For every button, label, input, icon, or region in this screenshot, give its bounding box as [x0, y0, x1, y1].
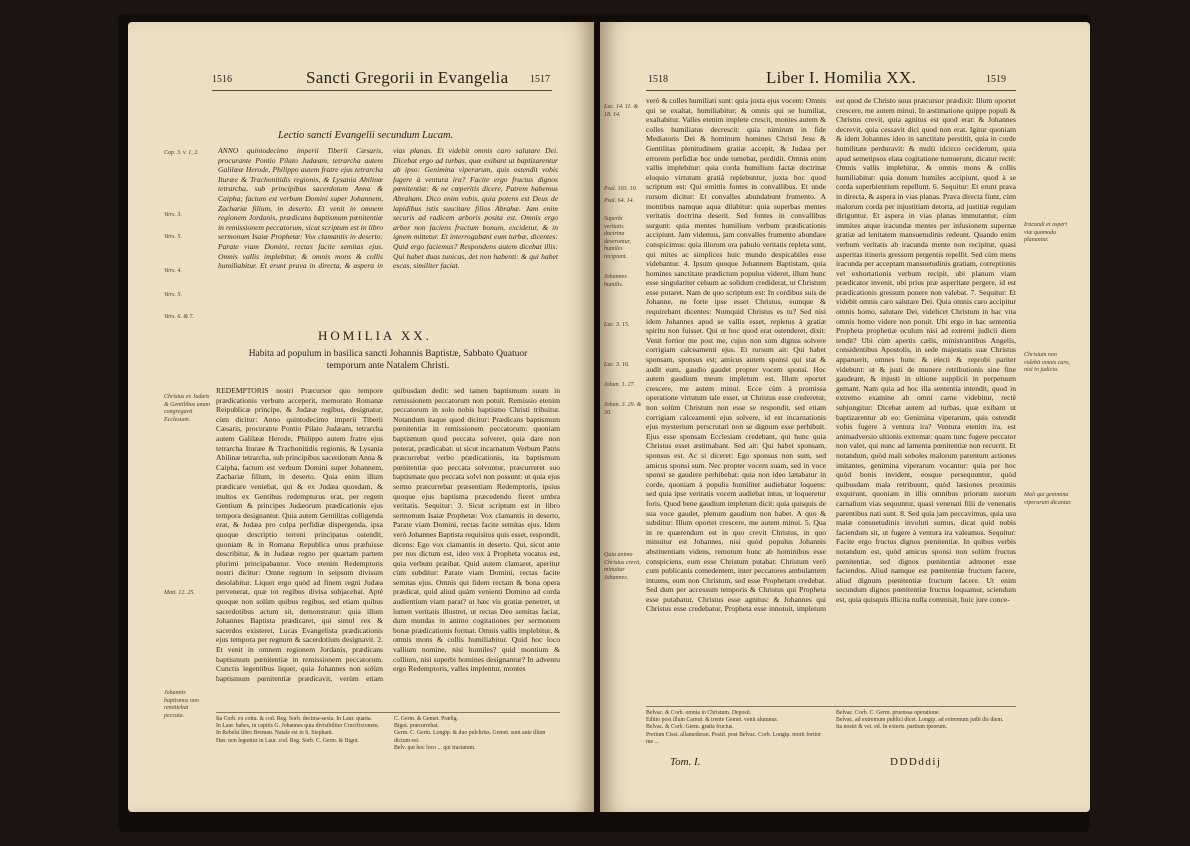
header-rule — [646, 90, 1016, 91]
footnote: C. Germ. & Gemet. Præfig. — [394, 716, 459, 722]
footnote: Editio post illum Carnut. & trente Gemet. venit alumnus. — [646, 717, 779, 724]
margin-note: Luc. 3. 16. — [604, 362, 630, 368]
margin-note: Vers. 3. — [164, 212, 182, 218]
margin-note: Vers. 5. — [164, 292, 182, 298]
footnote: Belvac. Corb. C. Germ. pruenssa operatione. — [836, 710, 940, 716]
margin-note: Luc. 14. 11. & 18. 14. — [604, 104, 639, 118]
margin-note: Johannes humilis. — [604, 274, 627, 288]
margin-note: Johannis baptismus non remittebat peccata. — [164, 690, 199, 719]
signature-mark: DDDddij — [890, 756, 942, 768]
footnote: Ita nostri & vet. ed. In exteris. partium ipsorum. — [836, 724, 948, 731]
margin-note: Cap. 3. v. 1, 2. — [164, 150, 199, 156]
margin-note: Iracundi et asperi viæ quomodo planantur. — [1024, 222, 1067, 244]
homily-text-body: verò & colles humiliati sunt: quia juxta ejus vocem: Omnis qui se exaltat, humiliabitur; & omnis qui se humiliat, exaltabitur. Valles etenim implete crescit, montes autem & colles humiliatus decrescit: quia nimirum in fide Mediatoris Dei & hominum homines Christi Jesu & Gentilitas plenitudinem gratiæ accepit, & Judæa per errorem perfidiæ hoc unde tumebat, perdidit. Omnis enim vallis implebitur: quia corda humilium factæ doctrinæ eloquio virtutum gratiâ replebuntur, juxta hoc quod scriptum est: Qui emittis fontes in convallibus. Et unde rursum dicitur: Et convalles abundabunt frumento. A montibus namque aqua dilabitur: quia superbas mentes veritatis doctrina deserit. Sed fontes in convallibus surgunt: quia mentes humilium verbum prædicationis accipiunt. Jam videmus, jam convalles frumento abundare conspicimus: quia illorum ora pabulo veritatis repleta sunt, qui mites ac simplices huic mundo despicabiles esse videbantur. 4. Ipsum quoque Johannem Baptistam, quia homines sanctitate prædictum populus videret, illum hunc esse singulariter celsum ac solidum crediderat, ut Christum esse putaret. Nam de quo scriptum est: In cordibus suis de Johanne, ne forte ipse esset Christus, eumque & requirebant dicentes: Numquid Christus es tu? Sed nisi idem Johannes apud se vallis esset, repletus à gratiæ spiritu non fuisset. Qui ut hoc quod erat ostenderet, dixit: Venit fortior me post me, cujus non sum dignus solvere corrigiam calceamenti ejus. Et rursum ait: Qui habet sponsam, sponsus est; amicus autem sponsi qui stat & audit eum, gaudio gaudet propter vocem sponsi. Hoc autem gaudium meum impletum est. Illum oportet crescere, me autem minui. Ecce cùm à promissa operatione virtutum tale esset, ut Christus esse crederetur, non solùm Christum non esse se respondit, sed etiam corrigiam calceamenti ejus solvere, id est incarnationis ejus mysterium perscrutari non se dignum esse perhibuit. Ejus esse sponsam Ecclesiam credebant, qui hunc quia Christus esset æstimabant. Sed ait: Qui habet sponsam, sponsus est. Ac si diceret: Ego sponsus non sum, sed amicus sponsi sum. Nec propter vocem suam, sed in voce sponsi se gaudere perhibebat: quia non ideo lætabatur in corde, quoniam à populis humiliter audiebatur loquens: sed quia ipse veritatis vocem audiebat intus, ut loqueretur foris. Quod bene gaudium impletum dicit: quia quisquis de sua voce gaudet, plenum gaudium non habet. A quo & subditur: Illum oportet crescere, me autem minui. 5. Qua in re quærendum est in quo crevit Christus, in quo minuitur est Johannes, nisi quòd populus Johannis abstinentiam videns, remotum hunc ab hominibus esse conspiciens, eum esse Christum putabat: Christum verò cum publicanis comedentem, inter peccatores ambulantem intuens, eum non Christum, sed esse Prophetam credebat. Sed dum per accessum temporis & Christus qui Propheta esse putabatur, Christus esse agnitus: & Johannes qui Christus esse credebatur, Propheta esse innotuit, impletum est quod de Christo suus præcursor prædixit: Illum oportet crescere, me autem minui. In æstimatione quippe populi & Christus crevit, quia agnitus est quod erat: & Johannes decrevit, quia cessavit dici quod non erat. Igitur quoniam & idem Johannes ideo in sanctitate perstitit, quia in corde humilitate perduravit: & multi idcirco ceciderunt, quia apud semetipsos elata cogitatione tumuerunt, dicatur rectè: Omnis vallis implebitur, & omnis mons & collis humiliabitur: quia donum humiles accipiunt, quod à se corda superbientium repellunt. 6. Sequitur: Et erunt prava in directa, & aspera in vias planas. Prava directa fiunt, cùm malorum corda per injustitiam detorta, ad justitiæ regulam diriguntur. Et aspera in vias planas immutantur, cùm immites atque iracundæ mentes per infusionem supernæ gratiæ ad lenitatem mansuetudinis redeunt. Quando enim verbum veritatis ab iracunda mente non recipitur, quasi asperitas itineris gressum pergentis repellit. Sed cùm mens iracunda per acceptam mansuetudinis gratiam, correptionis vel exhortationis verbum recipit, ubi planum viam prædicator invenit, ubi prius præ asperitate pergere, id est prædicationis gressum ponere non valebat. 7. Sequitur: Et videbit omnis caro salutare Dei. Quia omnis caro accipitur omnis homo, salutare Dei, videlicet Christum in hac vita omnis homo videre non potuit. Ubi ergo in hac sententia Propheta prophetiæ oculum nisi ad extremi judicii diem tendit? Ubi cùm apertis cælis, ministrantibus Angelis, considentibus Apostolis, in sede majestatis suæ Christus apparuerit, omnes hunc & electi & reprobi pariter videbunt: ut & justi de munere retributionis sine fine gaudeant, & injusti in ultione supplicii in perpetuum gemant. Nam quia ad hoc illa sententia intendit, quod in extremo examine ab omni carne videbitur, rectè subjungitur: Dicebat autem ad turbas, quæ exibant ut baptizarentur ab eo: Genimina viperarum, quis ostendit vobis fugere à ventura ira? Ventura etenim ira, est animadversio ultionis extremæ: quam tunc fugere peccator non valet, qui nunc ad lamenta pœnitentiæ non recurrit. Et notandum, quòd mali soboles malorum parentum actiones imitantes, genimina viperarum vocantur: quia per hoc quòd bonis invident, eosque persequuntur, quòd quibusdam mala retribuunt, quòd læsiones proximis exquirunt, quoniam in illis omnibus priorum suorum carnalium vias sequuntur, quasi venenati filii de venenatis parentibus nati sunt. 8. Sed quia jam peccavimus, quia usu malæ consuetudinis involuti sumus, dicat quid nobis faciendum sit, ut fugere à ventura ira valeamus. Sequitur: Facite ergo fructus dignos pœnitentiæ. In quibus verbis notandum est, quòd amicus sponsi non solùm fructus pœnitentiæ, sed dignos pœnitentiæ admonet esse faciendos. Aliud namque est pœnitentiæ fructum facere, aliud dignum pœnitentiæ fructum facere. Ut enim secundum dignos pœnitentiæ fructus loquamur, sciendum est, quia quisquis illicita nulla commisit, huic jure conce- — [646, 96, 1016, 614]
footnotes-right-col — [836, 710, 1016, 732]
footnote: Belvac. & Corb. Germ. gratia fructus. — [646, 724, 734, 731]
page-number: 1517 — [530, 74, 550, 85]
margin-note: Vers. 5. — [164, 234, 182, 240]
right-page — [600, 22, 1090, 812]
margin-note: Matt. 12. 25. — [164, 590, 195, 596]
margin-note: Psal. 103. 10. — [604, 186, 638, 192]
margin-note: Vers. 4. — [164, 268, 182, 274]
margin-notes-lower — [164, 394, 210, 720]
margin-notes — [164, 150, 204, 322]
running-head: Liber I. Homilia XX. — [766, 68, 916, 87]
footnote: Hæc non leguntur in Laur. cod. Reg. Sorb. C. Germ. & Bigot. — [216, 737, 359, 744]
signature-volume: Tom. I. — [670, 756, 701, 768]
footnote: Belvac. ad extremum publici dicet. Longip. ad extremum judii dis diem. — [836, 717, 1004, 724]
lectio-title: Lectio sancti Evangelii secundum Lucam. — [278, 130, 454, 141]
footnotes-right-col — [394, 716, 560, 752]
margin-note: Christus ex Judæis & Gentilibus unam congregavit Ecclesiam. — [164, 394, 210, 423]
footnote: Germ. C. Germ. Longip. & duo pulchriss. Gemet. sunt aute illum dictum est. — [394, 730, 546, 744]
page-number: 1519 — [986, 74, 1006, 85]
margin-note: Quia animo Christus crevit, minuitur Johannes. — [604, 552, 641, 581]
homily-subtitle: Habita ad populum in basilica sancti Johannis Baptistæ, Sabbato Quatuor temporum ante Natalem Christi. — [248, 349, 528, 371]
page-number: 1518 — [648, 74, 668, 85]
homily-heading: HOMILIA XX. — [318, 328, 432, 343]
footnote: In Laur. habes, in capitis G. Johannes quia divisibiliter Crucifixionem. In Rebelsi libro Breman. Natale est in S. Stephani. — [216, 723, 380, 737]
margin-note: Vers. 6. & 7. — [164, 314, 194, 320]
margin-note: Psal. 64. 14. — [604, 198, 635, 204]
gospel-text-body: ANNO quintodecimo imperii Tiberii Cæsaris, procurante Pontio Pilato Judæam, tetrarcha autem Galilææ Herode, Philippo autem fratre ejus tetrarcha Ituræe & Trachonitidis regionis, & Lysania Abilinæ tetrarcha, sub principibus sacerdotum Anna & Caipha; factum est verbum Domini super Johannem, Zachariæ filium, in deserto. Et venit in omnem regionem Jordanis, prædicans baptismum pœnitentiæ in remissionem peccatorum, sicut scriptum est in libro sermonum Isaiæ Prophetæ: Vox clamantis in deserto: Parate viam Domini, rectas facite semitas ejus. Omnis vallis implebitur, & omnis mons & collis humiliabitur. Et erunt prava in directa, & aspera in vias planas. Et videbit omnis caro salutare Dei. Dicebat ergo ad turbas, quæ exibant ut baptizarentur ab ipso: Genimina viperarum, quis ostendit vobis fugere à ventura ira? Facite ergo fructus dignos pœnitentiæ: & ne cœperitis dicere, Patrem habemus Abraham. Dico enim vobis, quia potens est Deus de lapidibus istis suscitare filios Abrahæ. Jam enim securis ad radicem arboris posita est. Omnis ergo arbor non faciens fructum bonum, excidetur, & in ignem mittetur. Et interrogabant eum turbæ, dicentes: Quid ergo faciemus? Respondens autem dicebat illis: Qui habet duas tunicas, det non habenti: & qui habet escas, similiter faciat. — [218, 146, 558, 271]
homily-text-continued — [646, 96, 1016, 702]
footnote: Belv. qui hoc loco ... qui tractatum. — [394, 744, 476, 751]
footnotes-left-col — [216, 716, 384, 745]
footnote: Ita Corb. ex cottu. & cod. Reg. Sorb. decima-sexta. In Laur. quarta. — [216, 716, 372, 722]
margin-note: Luc. 3. 15. — [604, 322, 630, 328]
footnote-rule — [646, 706, 1016, 707]
margin-notes-left — [604, 104, 642, 582]
margin-note: Christum non videbit omnis caro, nisi in judicio. — [1024, 352, 1070, 374]
margin-note: Mali qui genimina viperarum dicantur. — [1024, 492, 1072, 506]
gospel-text — [218, 146, 558, 316]
homily-text-body: REDEMPTORIS nostri Præcursor quo tempore prædicationis verbum acceperit, memorato Romanæ Reipublicæ principe, & Judææ regibus, designatur, cùm dicitur: Anno quintodecimo imperii Tiberii Cæsaris, procurante Pontio Pilato Judæam, tetrarcha autem Galilææ Herode, Philippo autem fratre ejus tetrarcha Ituræe & Trachonitidis regionis, & Lysania Abilinæ tetrarcha, sub principibus sacerdotum Anna & Caipha, factum est verbum Domini super Johannem, Zachariæ filium, in deserto. Quia enim illum prædicare veniebat, qui & ex Judæa quosdam, & multos ex Gentibus redempturus erat, per regem Gentium & principes Judæorum prædicationis ejus tempora designantur. Quia autem Gentilitas colligenda erat, & Judæa pro culpa perfidiæ dispergenda, ipsa quoque descriptio terreni principatus ostendit, quoniam & in Romana Republica unus præfuisse describitur, & in Judææ regno per quartam partem plurimi principabantur. Voce etenim Redemptoris nostri dicitur: Omne regnum in seipsum divisum desolabitur. Liquet ergo quòd ad finem regni Judæa pervenerat, quæ tot regibus divisa subjacebat. Aptè quoque non solùm quibus regibus, sed etiam quibus sacerdotibus actum sit, demonstratur: quia illum Johannes Baptista prædicaret, qui simul rex & sacerdos existeret, Lucas Evangelista prædicationis ejus tempora per regnum & sacerdotium designavit. 2. Et venit in omnem regionem Jordanis, prædicans baptismum pœnitentiæ in remissionem peccatorum. Cunctis legentibus liquet, quia Johannes non solùm baptismum pœnitentiæ prædicavit, verùm etiam quibusdam dedit: sed tamen baptismum suum in remissionem peccatorum non potuit. Remissio etenim peccatorum in solo nobis baptismo Christi tribuitur. Notandum itaque quod dicitur: Prædicans baptismum pœnitentiæ in remissionem peccatorum: quoniam baptismum quod peccata solveret, quia dare non poterat, prædicabat: ut sicut incarnatum Verbum Patris præcurrebat verbo prædicationis, ita baptismum pœnitentiæ quo peccata solvuntur, præcurreret suo baptismate quo peccata solvi non possunt: ut quia ejus sermo præcurrebat præsentiam Redemptoris, ipsius quoque ejus baptisma præcedendo fieret umbra veritatis. Sequitur: 3. Sicut scriptum est in libro sermonum Isaiæ Prophetæ: Vox clamantis in deserto, Parate viam Domini, rectas facite semitas ejus. Idem verò Johannes Baptista requisitus quis esset, respondit, dicens: Ego vox clamantis in deserto. Qui, sicut ante per nos dictum est, ideo vox à Propheta vocatus est, quia verbum præibat. Quid autem clamaret, aperitur cùm subditur: Parate viam Domini, rectas facite semitas ejus. Omnis qui fidem rectam & bona opera prædicat, quid aliud quàm venienti Domino ad corda audientium viam parat? ut hæc vis gratiæ penetret, ut lumen veritatis illustret, ut rectas Deo semitas faciat, dum mundas in animo cogitationes per sermonem bonæ prædicationis format. Omnis vallis implebitur, & omnis mons & collis humiliabitur. Quid hoc loco vallium nomine, nisi humiles? quid montium & collium, nisi superbi homines designantur? In adventu ergo Redemptoris, valles implentur, montes — [216, 386, 560, 683]
footnote-rule — [216, 712, 560, 713]
margin-note: Johan. 3. 29. & 30. — [604, 402, 642, 416]
homily-text — [216, 386, 560, 706]
margin-notes-right — [1024, 222, 1074, 507]
footnote: Pretium Cissi. allamederan. Postif. post Belvac. Corb. Longip. morti fortior me ... — [646, 731, 822, 745]
footnote: Bigot. præcurrebat. — [394, 723, 439, 730]
footnote: Belvac. & Corb. omnia in Christum. Deposit. — [646, 710, 752, 716]
left-page — [128, 22, 594, 812]
margin-note: Johan. 1. 27. — [604, 382, 636, 388]
margin-note: Superbi veritatis doctrina deseruntur, humiles recipiunt. — [604, 216, 631, 260]
page-number: 1516 — [212, 74, 232, 85]
header-rule — [212, 90, 552, 91]
footnotes-left-col — [646, 710, 826, 746]
running-head: Sancti Gregorii in Evangelia — [306, 68, 509, 87]
